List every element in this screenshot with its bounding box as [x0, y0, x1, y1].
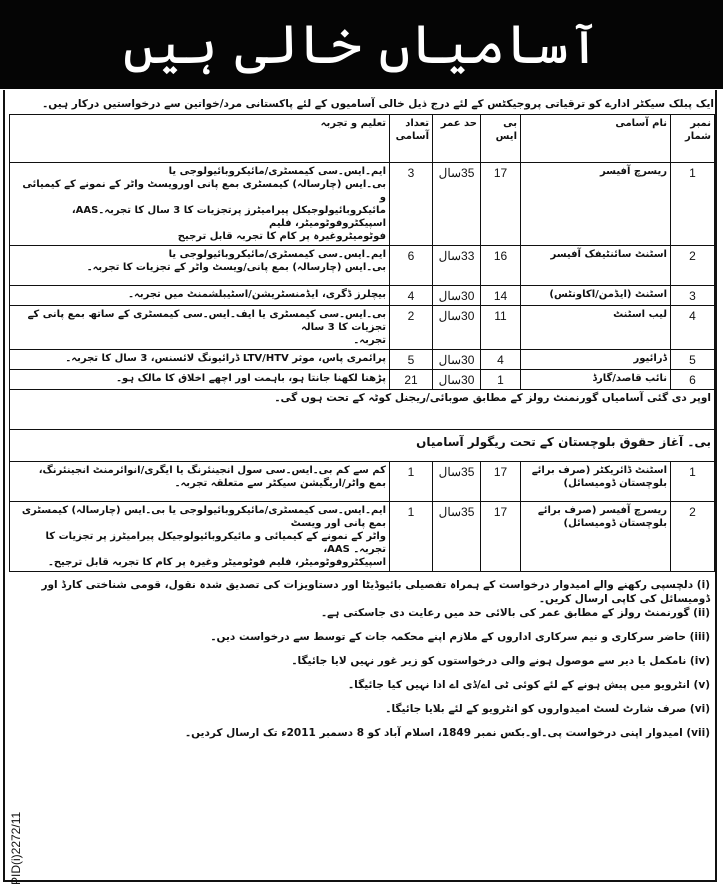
age-limit: 35سال	[433, 163, 481, 246]
post-count: 1	[390, 502, 433, 572]
term-item: (iii) حاضر سرکاری و نیم سرکاری اداروں کے ملازم اپنے محکمہ جات کے توسط سے درخواست دیں۔	[210, 631, 710, 643]
post-name: ریسرچ آفیسر (صرف برائے بلوچستان ڈومیسائل)	[521, 502, 671, 572]
quota-note: اوپر دی گئی آسامیاں گورنمنٹ رولز کے مطابق صوبائی/ریجنل کوٹہ کے تحت ہوں گی۔	[10, 390, 715, 430]
pay-scale: 17	[481, 462, 521, 502]
qualification: بیچلرز ڈگری، ایڈمنسٹریشن/اسٹیبلشمنٹ میں تجربہ۔	[10, 286, 390, 306]
term-item: (v) انٹرویو میں پیش ہونے کے لئے کوئی ٹی اے/ڈی اے ادا نہیں کیا جائیگا۔	[348, 679, 710, 691]
term-item: (vi) صرف شارٹ لسٹ امیدواروں کو انٹرویو کے لئے بلایا جائیگا۔	[385, 703, 710, 715]
pay-scale: 4	[481, 350, 521, 370]
pid-number: PID(i)2272/11	[9, 811, 23, 885]
pay-scale: 1	[481, 370, 521, 390]
age-limit: 35سال	[433, 462, 481, 502]
qualification: پڑھنا لکھنا جانتا ہو، باہمت اور اچھے اخلاق کا مالک ہو۔	[10, 370, 390, 390]
term-item: (iv) نامکمل یا دیر سے موصول ہونے والی درخواستوں کو زیر غور نہیں لایا جائیگا۔	[291, 655, 710, 667]
age-limit: 30سال	[433, 370, 481, 390]
age-limit: 35سال	[433, 502, 481, 572]
post-count: 3	[390, 163, 433, 246]
row-number: 2	[671, 502, 715, 572]
row-number: 6	[671, 370, 715, 390]
post-name: ڈرائیور	[521, 350, 671, 370]
terms-list	[20, 578, 710, 750]
pay-scale: 17	[481, 502, 521, 572]
table-row	[10, 306, 715, 350]
qualification: ایم۔ایس۔سی کیمسٹری/مائیکروبائیولوجی یا بی۔ایس (چارسالہ) کیمسٹری بمع پانی اور ویسٹ واٹر کے نمونے کے کیمیائی و مائیکروبائیولوجیکل پیرامیٹرز پر تجزیات کا تجربہ۔ AAS، اسپیکٹروفوٹومیٹر، فلیم فوٹومیٹر وغیرہ پر کام کا تجربہ قابل ترجیح۔	[10, 502, 390, 572]
vacancies-table	[9, 114, 715, 572]
post-name: نائب قاصد/گارڈ	[521, 370, 671, 390]
intro-text: ایک پبلک سیکٹر ادارے کو ترقیاتی پروجیکٹس کے لئے درج ذیل خالی آسامیوں کے لئے پاکستانی مرد/خواتین سے درخواستیں درکار ہیں۔	[42, 98, 714, 110]
row-number: 4	[671, 306, 715, 350]
age-limit: 30سال	[433, 286, 481, 306]
table-row	[10, 350, 715, 370]
header-bs: بی ایس	[481, 115, 521, 163]
header-count: تعداد آسامی	[390, 115, 433, 163]
table-row	[10, 286, 715, 306]
table-row	[10, 246, 715, 286]
age-limit: 30سال	[433, 306, 481, 350]
header-post: نام آسامی	[521, 115, 671, 163]
table-row	[10, 370, 715, 390]
ad-content	[9, 97, 714, 750]
pay-scale: 17	[481, 163, 521, 246]
qualification: بی۔ایس۔سی کیمسٹری یا ایف۔ایس۔سی کیمسٹری کے ساتھ بمع پانی کے تجزیات کا 3 سالہ تجربہ۔	[10, 306, 390, 350]
term-item: (vii) امیدوار اپنی درخواست پی۔او۔بکس نمبر 1849، اسلام آباد کو 8 دسمبر 2011ء تک ارسال کردیں۔	[184, 727, 710, 739]
table-header-row	[10, 115, 715, 163]
row-number: 1	[671, 163, 715, 246]
table-row	[10, 502, 715, 572]
post-name: ریسرچ آفیسر	[521, 163, 671, 246]
age-limit: 33سال	[433, 246, 481, 286]
row-number: 2	[671, 246, 715, 286]
ad-title: آسامیاں خالی ہیں	[122, 13, 601, 76]
post-count: 4	[390, 286, 433, 306]
row-number: 1	[671, 462, 715, 502]
section-b-heading: بی۔ آغاز حقوق بلوچستان کے تحت ریگولر آسامیاں	[10, 430, 715, 462]
post-name: اسٹنٹ (ایڈمن/اکاونٹس)	[521, 286, 671, 306]
table-row	[10, 163, 715, 246]
term-item: (i) دلچسپی رکھنے والے امیدوار درخواست کے ہمراہ تفصیلی بائیوڈیٹا اور دستاویزات کی تصدیق شدہ نقول، قومی شناختی کارڈ اور ڈومیسائل کی کاپی ارسال کریں۔	[41, 579, 710, 605]
post-count: 21	[390, 370, 433, 390]
header-no: نمبر شمار	[671, 115, 715, 163]
pay-scale: 14	[481, 286, 521, 306]
pay-scale: 16	[481, 246, 521, 286]
header-edu: تعلیم و تجربہ	[10, 115, 390, 163]
row-number: 5	[671, 350, 715, 370]
term-item: (ii) گورنمنٹ رولز کے مطابق عمر کی بالائی حد میں رعایت دی جاسکتی ہے۔	[321, 607, 710, 619]
pay-scale: 11	[481, 306, 521, 350]
post-name: اسٹنٹ ڈائریکٹر (صرف برائے بلوچستان ڈومیسائل)	[521, 462, 671, 502]
qualification: پرائمری پاس، موثر LTV/HTV ڈرائیونگ لائسنس، 3 سال کا تجربہ۔	[10, 350, 390, 370]
qualification: ایم۔ایس۔سی کیمسٹری/مائیکروبائیولوجی یا بی۔ایس (چارسالہ) بمع پانی/ویسٹ واٹر کے تجزیات کا تجربہ۔	[10, 246, 390, 286]
row-number: 3	[671, 286, 715, 306]
table-row	[10, 462, 715, 502]
qualification: کم سے کم بی۔ایس۔سی سول انجینئرنگ یا ایگری/انوائرمنٹ انجینئرنگ، بمع واٹر/اریگیشن سیکٹر سے متعلقہ تجربہ۔	[10, 462, 390, 502]
qualification: ایم۔ایس۔سی کیمسٹری/مائیکروبائیولوجی یا بی۔ایس (چارسالہ) کیمسٹری بمع پانی اورویسٹ واٹر کے نمونے کے کیمیائی و مائیکروبائیولوجیکل پیرامیٹرز پرتجزیات کا 3 سال کا تجربہ۔AAS، اسپیکٹروفوٹومیٹر، فلیم فوٹومیٹروغیرہ پر کام کا تجربہ قابل ترجیح	[10, 163, 390, 246]
age-limit: 30سال	[433, 350, 481, 370]
post-name: لیب اسٹنٹ	[521, 306, 671, 350]
header-age: حد عمر	[433, 115, 481, 163]
post-count: 5	[390, 350, 433, 370]
post-count: 1	[390, 462, 433, 502]
post-count: 2	[390, 306, 433, 350]
post-name: اسٹنٹ سائنٹیفک آفیسر	[521, 246, 671, 286]
post-count: 6	[390, 246, 433, 286]
